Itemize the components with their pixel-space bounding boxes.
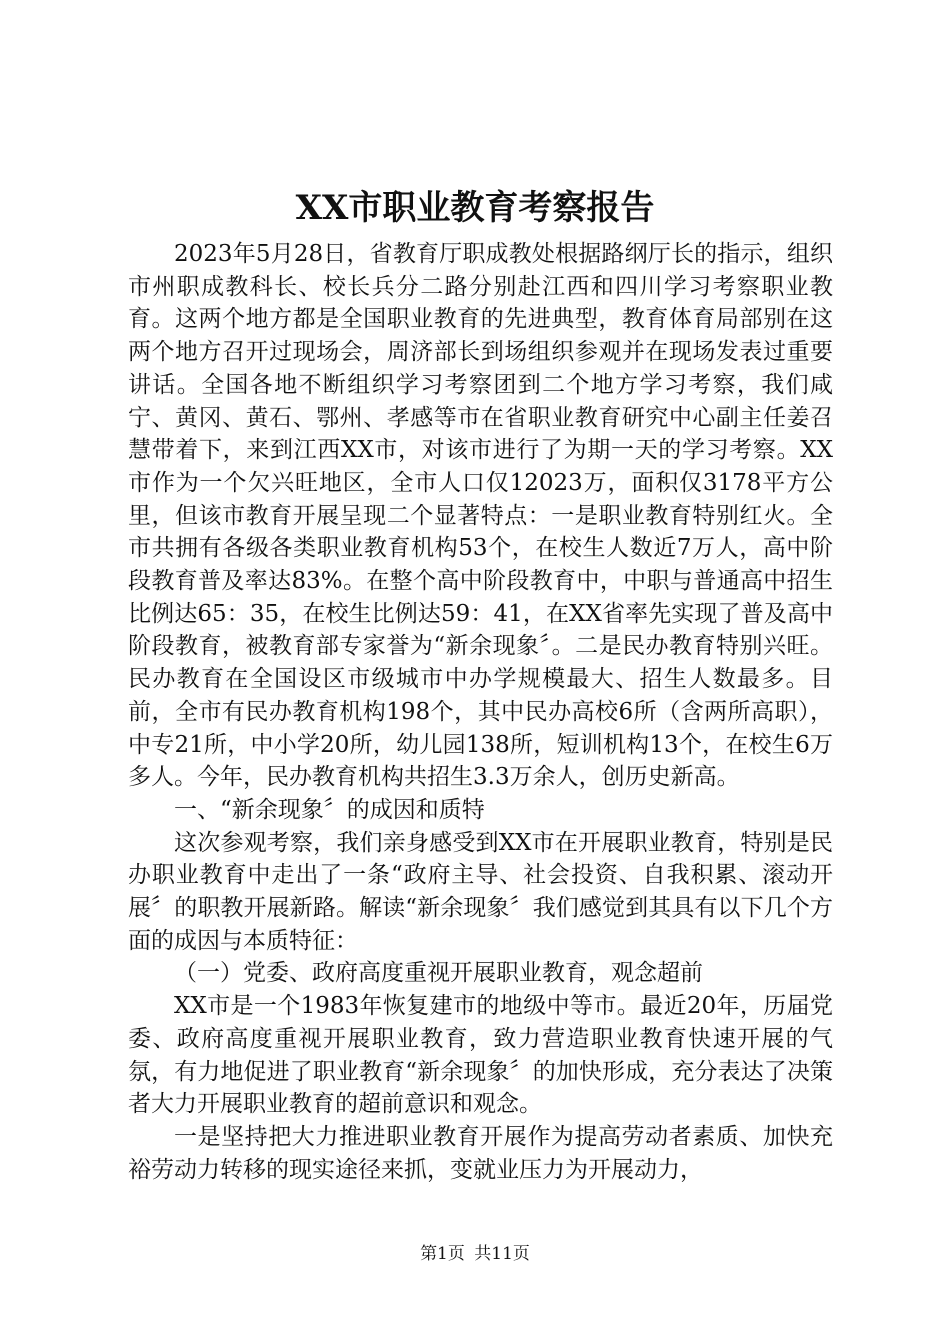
document-body (128, 238, 833, 1186)
subsection-heading: （一）党委、政府高度重视开展职业教育，观念超前 (174, 960, 703, 987)
paragraph-point-one: 一是坚持把大力推进职业教育开展作为提高劳动者素质、加快充裕劳动力转移的现实途径来抓，变就业压力为开展动力， (128, 1123, 833, 1183)
section-heading: 一、“新余现象〞的成因和质特 (174, 796, 485, 823)
page-number: 第1页 (420, 1244, 465, 1264)
paragraph-section-intro: 这次参观考察，我们亲身感受到XX市在开展职业教育，特别是民办职业教育中走出了一条“政府主导、社会投资、自我积累、滚动开展〞的职教开展新路。解读“新余现象〞我们感觉到其具有以下几个方面的成因与本质特征： (128, 829, 833, 954)
paragraph-intro: 2023年5月28日，省教育厅职成教处根据路纲厅长的指示，组织市州职成教科长、校长兵分二路分别赴江西和四川学习考察职业教育。这两个地方都是全国职业教育的先进典型，教育体育局部别在这两个地方召开过现场会，周济部长到场组织参观并在现场发表过重要讲话。全国各地不断组织学习考察团到二个地方学习考察，我们咸宁、黄冈、黄石、鄂州、孝感等市在省职业教育研究中心副主任姜召慧带着下，来到江西XX市，对该市进行了为期一天的学习考察。XX市作为一个欠兴旺地区，全市人口仅12023万，面积仅3178平方公里，但该市教育开展呈现二个显著特点：一是职业教育特别红火。全市共拥有各级各类职业教育机构53个，在校生人数近7万人，高中阶段教育普及率达83%。在整个高中阶段教育中，中职与普通高中招生比例达65：35，在校生比例达59：41，在XX省率先实现了普及高中阶段教育，被教育部专家誉为“新余现象〞。二是民办教育特别兴旺。民办教育在全国设区市级城市中办学规模最大、招生人数最多。目前，全市有民办教育机构198个，其中民办高校6所（含两所高职），中专21所，中小学20所，幼儿园138所，短训机构13个，在校生6万多人。今年，民办教育机构共招生3.3万余人，创历史新高。 (128, 241, 833, 791)
paragraph-city-background: XX市是一个1983年恢复建市的地级中等市。最近20年，历届党委、政府高度重视开展职业教育，致力营造职业教育快速开展的气氛，有力地促进了职业教育“新余现象〞的加快形成，充分表达了决策者大力开展职业教育的超前意识和观念。 (128, 993, 833, 1118)
document-title: XX市职业教育考察报告 (295, 188, 655, 228)
page-total: 共11页 (474, 1244, 530, 1264)
page-footer (0, 1242, 950, 1266)
